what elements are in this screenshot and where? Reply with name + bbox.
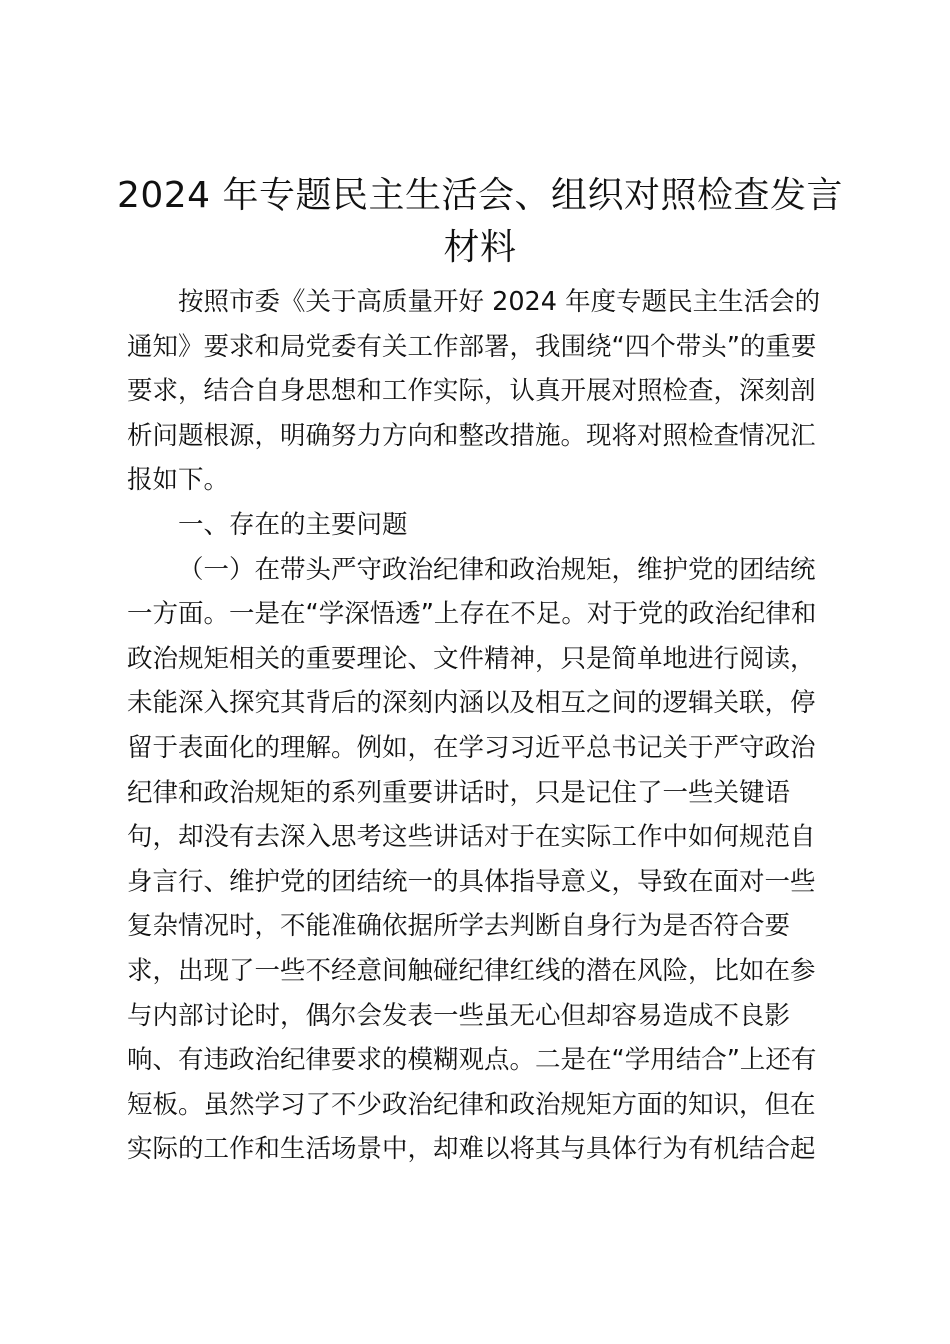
title-line: 2024 年专题民主生活会、组织对照检查发言: [116, 175, 844, 216]
text-line: 一方面。一是在“学深悟透”上存在不足。对于党的政治纪律和: [127, 599, 817, 630]
document-title: [100, 170, 860, 274]
text-line: 析问题根源，明确努力方向和整改措施。现将对照检查情况汇: [127, 420, 816, 451]
text-line: 句，却没有去深入思考这些讲话对于在实际工作中如何规范自: [127, 822, 816, 853]
text-line: 求，出现了一些不经意间触碰纪律红线的潜在风险，比如在参: [127, 955, 816, 986]
document-body: [127, 280, 827, 1172]
text-line: 留于表面化的理解。例如，在学习习近平总书记关于严守政治: [127, 732, 816, 763]
body-paragraph: [127, 548, 827, 1172]
text-line: 按照市委《关于高质量开好 2024 年度专题民主生活会的: [178, 287, 821, 317]
title-line: 材料: [443, 227, 517, 268]
section-heading: 一、存在的主要问题: [178, 509, 408, 540]
text-line: 复杂情况时，不能准确依据所学去判断自身行为是否符合要: [127, 911, 791, 942]
text-line: 未能深入探究其背后的深刻内涵以及相互之间的逻辑关联，停: [127, 688, 816, 719]
text-line: 短板。虽然学习了不少政治纪律和政治规矩方面的知识，但在: [127, 1089, 816, 1120]
text-line: 报如下。: [127, 465, 230, 496]
text-line: 身言行、维护党的团结统一的具体指导意义，导致在面对一些: [127, 866, 816, 897]
text-line: 实际的工作和生活场景中，却难以将其与具体行为有机结合起: [127, 1134, 816, 1165]
text-line: 响、有违政治纪律要求的模糊观点。二是在“学用结合”上还有: [127, 1045, 817, 1076]
text-line: （一）在带头严守政治纪律和政治规矩，维护党的团结统: [178, 554, 816, 585]
text-line: 通知》要求和局党委有关工作部署，我围绕“四个带头”的重要: [127, 331, 817, 362]
text-line: 纪律和政治规矩的系列重要讲话时，只是记住了一些关键语: [127, 777, 791, 808]
intro-paragraph: [127, 280, 827, 503]
text-line: 政治规矩相关的重要理论、文件精神，只是简单地进行阅读，: [127, 643, 816, 674]
text-line: 与内部讨论时，偶尔会发表一些虽无心但却容易造成不良影: [127, 1000, 791, 1031]
text-line: 要求，结合自身思想和工作实际，认真开展对照检查，深刻剖: [127, 376, 816, 407]
